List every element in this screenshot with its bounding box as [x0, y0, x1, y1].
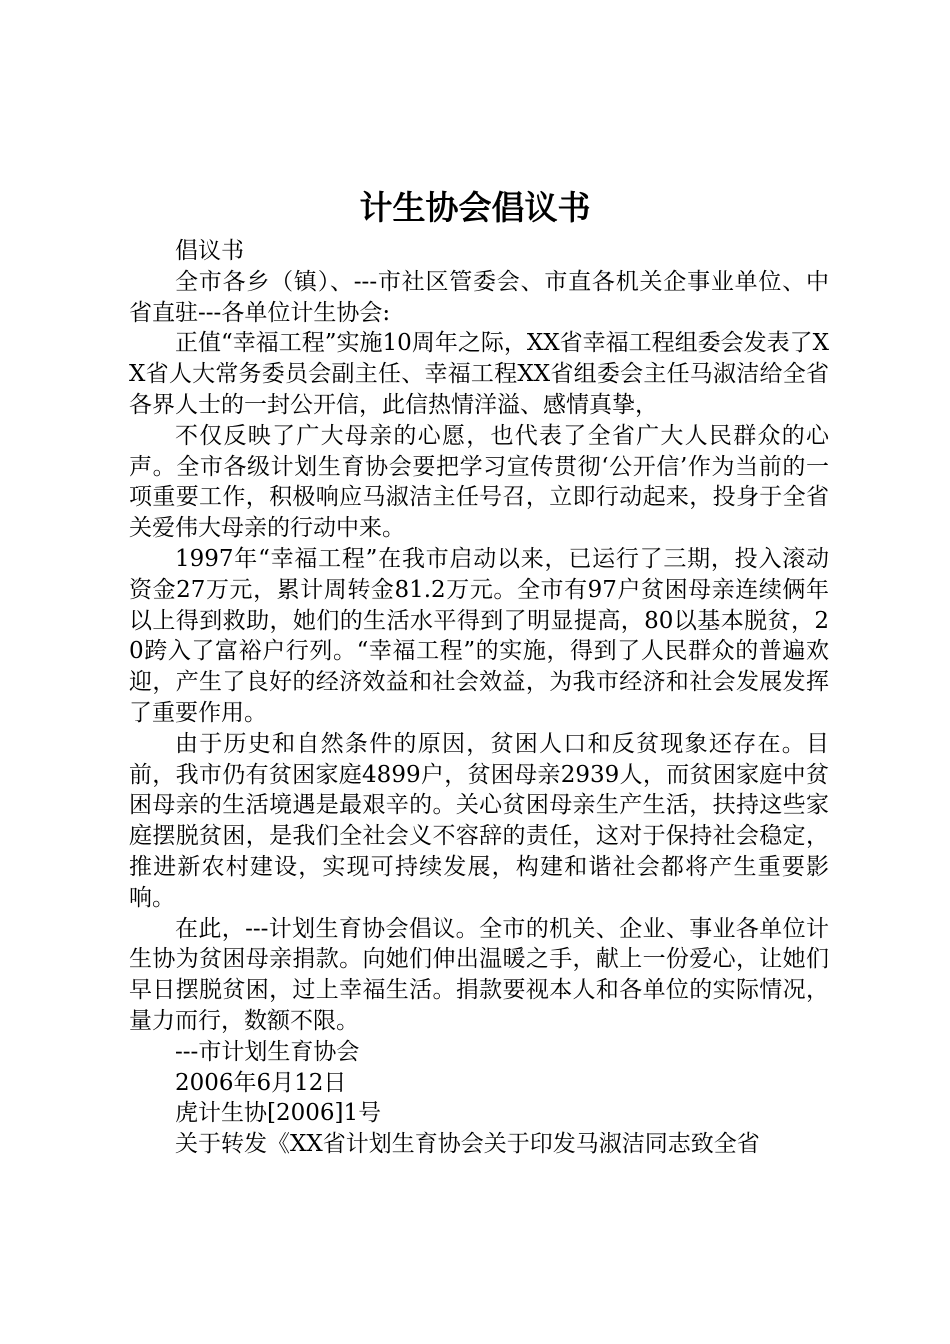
paragraph: 不仅反映了广大母亲的心愿，也代表了全省广大人民群众的心声。全市各级计划生育协会要把学习宣传贯彻‘公开信’作为当前的一项重要工作，积极响应马淑洁主任号召，立即行动起来，投身于全省关爱伟大母亲的行动中来。 [129, 422, 829, 542]
document-title: 计生协会倡议书 [359, 188, 591, 227]
signature-organization: ---市计划生育协会 [175, 1038, 360, 1065]
paragraph: 在此，---计划生育协会倡议。全市的机关、企业、事业各单位计生协为贫困母亲捐款。向她们伸出温暖之手，献上一份爱心，让她们早日摆脱贫困，过上幸福生活。捐款要视本人和各单位的实际情况，量力而行，数额不限。 [129, 915, 829, 1034]
document-number: 虎计生协[2006]1号 [175, 1100, 382, 1127]
paragraph: 由于历史和自然条件的原因，贫困人口和反贫现象还存在。目前，我市仍有贫困家庭4899户，贫困母亲2939人，而贫困家庭中贫困母亲的生活境遇是最艰辛的。关心贫困母亲生产生活，扶持这些家庭摆脱贫困，是我们全社会义不容辞的责任，这对于保持社会稳定，推进新农村建设，实现可持续发展，构建和谐社会都将产生重要影响。 [129, 730, 829, 911]
paragraph-heading: 倡议书 [175, 238, 244, 264]
signature-date: 2006年6月12日 [175, 1069, 347, 1096]
document-body [129, 236, 829, 1160]
paragraph: 关于转发《XX省计划生育协会关于印发马淑洁同志致全省 [175, 1131, 760, 1158]
paragraph: 1997年“幸福工程”在我市启动以来，已运行了三期，投入滚动资金27万元，累计周转金81.2万元。全市有97户贫困母亲连续俩年以上得到救助，她们的生活水平得到了明显提高，80以基本脱贫，20跨入了富裕户行列。“幸福工程”的实施，得到了人民群众的普遍欢迎，产生了良好的经济效益和社会效益，为我市经济和社会发展发挥了重要作用。 [129, 545, 829, 726]
paragraph-salutation: 全市各乡（镇）、---市社区管委会、市直各机关企事业单位、中省直驻---各单位计生协会: [129, 268, 829, 326]
paragraph: 正值“幸福工程”实施10周年之际，XX省幸福工程组委会发表了XX省人大常务委员会副主任、幸福工程XX省组委会主任马淑洁给全省各界人士的一封公开信，此信热情洋溢、感情真挚， [129, 330, 829, 418]
